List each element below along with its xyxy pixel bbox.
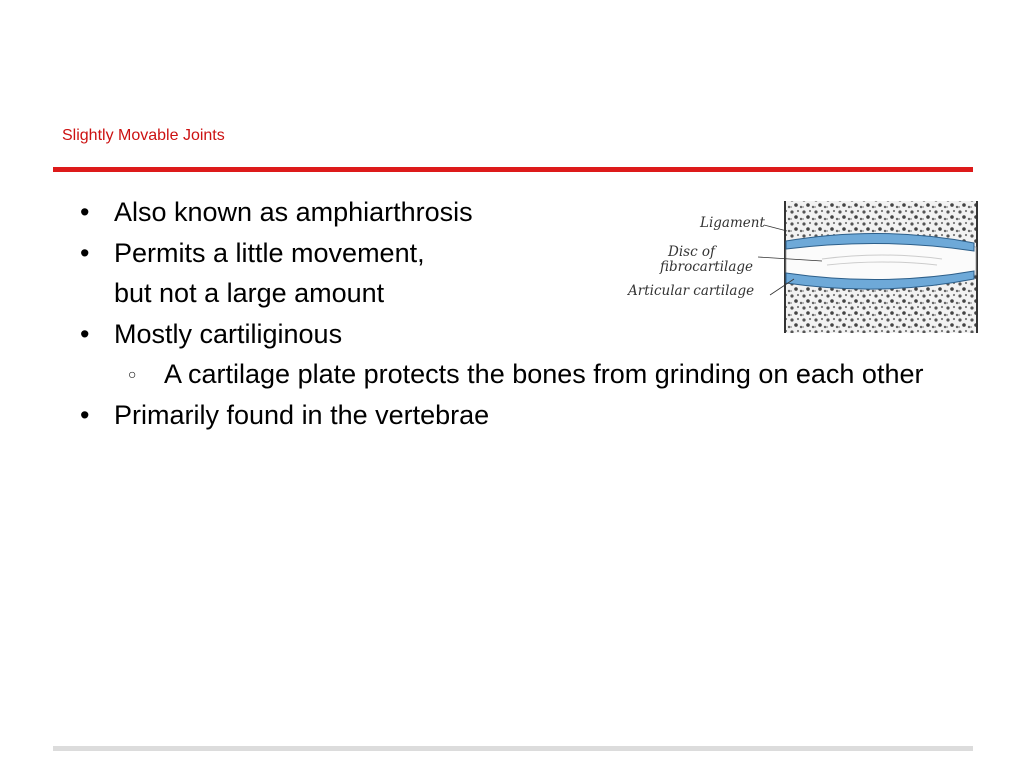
amphiarthrosis-diagram [622,197,982,337]
sub-bullet-item [72,354,972,395]
bullet-text: Primarily found in the vertebrae [114,399,490,430]
bullet-text: Permits a little movement, [114,237,425,268]
title-divider [53,167,973,172]
bullet-marker: • [80,197,90,227]
label-disc-line2: fibrocartilage [660,259,754,275]
slide-title: Slightly Movable Joints [62,127,225,144]
bullet-text: Also known as amphiarthrosis [114,197,473,227]
bullet-marker: • [80,318,90,349]
bullet-marker: • [80,237,90,268]
sub-bullet-marker: ○ [128,366,137,382]
bullet-item [72,395,972,436]
footer-divider [53,746,973,751]
bullet-marker: • [80,399,90,430]
label-ligament: Ligament [700,215,765,231]
sub-bullet-text: A cartilage plate protects the bones from grinding on each other [164,359,924,389]
label-articular-cartilage: Articular cartilage [628,283,755,299]
bullet-text: Mostly cartiliginous [114,318,343,349]
ligament-pointer [764,225,787,231]
label-disc-line1: Disc of [668,244,716,260]
bullet-text: but not a large amount [114,278,385,308]
